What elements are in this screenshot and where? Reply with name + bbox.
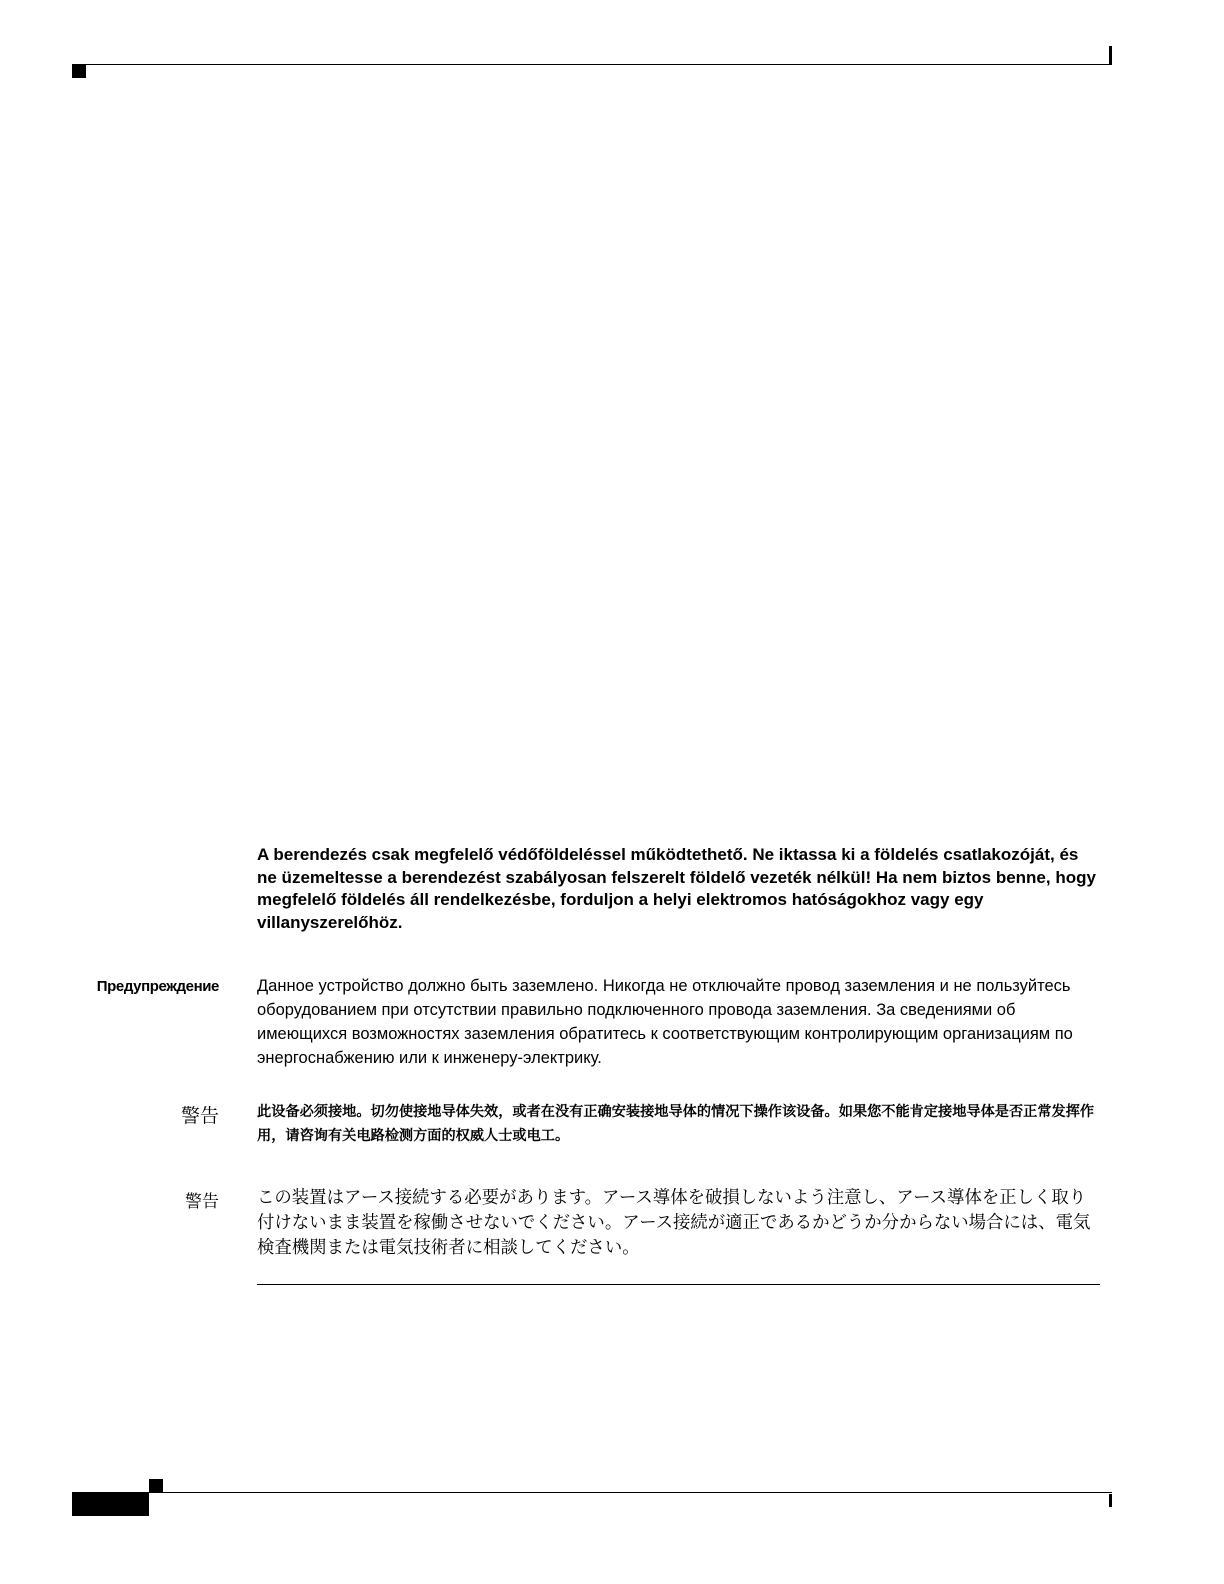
footer-rule bbox=[72, 1492, 1112, 1493]
footer-corner-mark bbox=[149, 1479, 163, 1492]
footer-tick-mark bbox=[1109, 1494, 1112, 1507]
warning-hungarian-text: A berendezés csak megfelelő védőföldeléssel működtethető. Ne iktassa ki a földelés csatlakozóját, és ne üzemeltesse a berendezést szabályosan felszerelt földelő vezeték nélkül! Ha nem biztos benne, hogy megfelelő földelés áll rendelkezésbe, forduljon a helyi elektromos hatóságokhoz vagy egy villanyszerelőhöz. bbox=[257, 845, 1096, 932]
warning-russian-text: Данное устройство должно быть заземлено. Никогда не отключайте провод заземления и не пользуйтесь оборудованием при отсутствии правильно подключенного провода заземления. За сведениями об имеющихся возможностях заземления обратитесь к соответствующим контролирующим организациям по энергоснабжению или к инженеру-электрику. bbox=[257, 977, 1073, 1067]
header-tick-mark bbox=[1109, 46, 1112, 65]
footer-page-tab bbox=[72, 1492, 149, 1516]
section-end-rule bbox=[257, 1284, 1100, 1285]
warning-russian-label: Предупреждение bbox=[96, 978, 219, 995]
warning-japanese-text: この装置はアース接続する必要があります。アース導体を破損しないよう注意し、アース導体を正しく取り付けないまま装置を稼働させないでください。アース接続が適正であるかどうか分からない場合には、電気検査機関または電気技術者に相談してください。 bbox=[257, 1187, 1091, 1257]
warning-japanese-label: 警告 bbox=[185, 1192, 219, 1211]
warning-chinese-label: 警告 bbox=[180, 1106, 219, 1127]
header-corner-mark bbox=[72, 65, 86, 78]
header-rule bbox=[72, 64, 1112, 65]
warning-chinese-text: 此设备必须接地。切勿使接地导体失效，或者在没有正确安装接地导体的情况下操作该设备。如果您不能肯定接地导体是否正常发挥作用，请咨询有关电路检测方面的权威人士或电工。 bbox=[257, 1104, 1095, 1144]
